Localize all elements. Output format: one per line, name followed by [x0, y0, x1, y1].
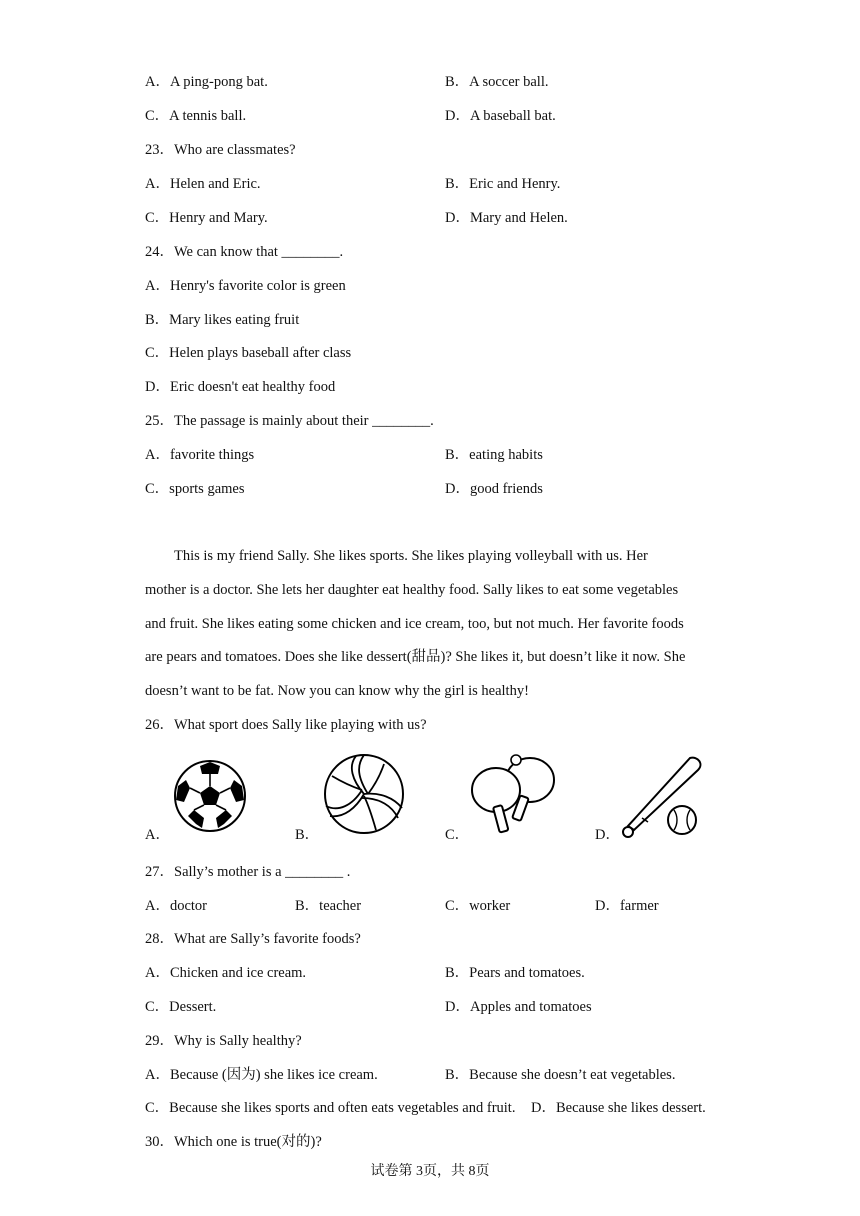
q29-stem: 29．Why is Sally healthy?: [145, 1033, 302, 1049]
q22-option-d: D．A baseball bat.: [445, 108, 556, 124]
q24-option-c: C．Helen plays baseball after class: [145, 345, 352, 361]
q24-option-a: A．Henry's favorite color is green: [145, 278, 346, 294]
q29-option-b: B．Because she doesn’t eat vegetables.: [445, 1067, 676, 1083]
q28-stem: 28．What are Sally’s favorite foods?: [145, 931, 361, 947]
q27-stem: 27．Sally’s mother is a ________ .: [145, 864, 351, 880]
ping-pong-bats-icon: [466, 752, 558, 836]
q29-option-a: A．Because (因为) she likes ice cream.: [145, 1067, 378, 1083]
q25-option-d: D．good friends: [445, 481, 543, 497]
q28-option-a: A．Chicken and ice cream.: [145, 965, 307, 981]
q25-option-b: B．eating habits: [445, 447, 543, 463]
q29-option-d: D．Because she likes dessert.: [531, 1100, 706, 1116]
q26-stem: 26．What sport does Sally like playing with us?: [145, 717, 427, 733]
q23-option-c: C．Henry and Mary.: [145, 210, 268, 226]
q26-option-c-label: C．: [445, 827, 470, 843]
page-footer: 试卷第 3页，共 8页: [370, 1164, 490, 1179]
q23-stem: 23．Who are classmates?: [145, 142, 296, 158]
q24-option-b: B．Mary likes eating fruit: [145, 312, 300, 328]
passage-line-1: This is my friend Sally. She likes sports. She likes playing volleyball with us. Her: [174, 548, 648, 564]
q26-option-d-label: D．: [595, 827, 620, 843]
soccer-ball-icon: [172, 758, 248, 834]
q27-option-d: D．farmer: [595, 898, 659, 914]
q29-option-c: C．Because she likes sports and often eats vegetables and fruit.: [145, 1100, 516, 1116]
q28-option-c: C．Dessert.: [145, 999, 217, 1015]
q26-option-b-label: B．: [295, 827, 320, 843]
q25-option-a: A．favorite things: [145, 447, 255, 463]
passage-line-4: are pears and tomatoes. Does she like dessert(甜品)? She likes it, but doesn’t like it now. She: [145, 649, 686, 665]
q27-option-b: B．teacher: [295, 898, 362, 914]
q23-option-a: A．Helen and Eric.: [145, 176, 261, 192]
q26-option-a-label: A．: [145, 827, 170, 843]
q27-option-a: A．doctor: [145, 898, 208, 914]
passage-line-3: and fruit. She likes eating some chicken and ice cream, too, but not much. Her favorite foods: [145, 616, 684, 632]
q28-option-b: B．Pears and tomatoes.: [445, 965, 585, 981]
q28-option-d: D．Apples and tomatoes: [445, 999, 592, 1015]
volleyball-icon: [322, 752, 406, 836]
passage-line-2: mother is a doctor. She lets her daughter eat healthy food. Sally likes to eat some vegetables: [145, 582, 679, 598]
q23-option-b: B．Eric and Henry.: [445, 176, 561, 192]
passage-line-5: doesn’t want to be fat. Now you can know why the girl is healthy!: [145, 683, 529, 699]
q24-option-d: D．Eric doesn't eat healthy food: [145, 379, 336, 395]
q23-option-d: D．Mary and Helen.: [445, 210, 568, 226]
q22-option-b: B．A soccer ball.: [445, 74, 549, 90]
q25-option-c: C．sports games: [145, 481, 245, 497]
q24-stem: 24．We can know that ________.: [145, 244, 344, 260]
q25-stem: 25．The passage is mainly about their ________.: [145, 413, 434, 429]
q27-option-c: C．worker: [445, 898, 511, 914]
q22-option-a: A．A ping-pong bat.: [145, 74, 268, 90]
baseball-bat-icon: [618, 754, 704, 842]
q30-stem: 30．Which one is true(对的)?: [145, 1134, 322, 1150]
q22-option-c: C．A tennis ball.: [145, 108, 247, 124]
